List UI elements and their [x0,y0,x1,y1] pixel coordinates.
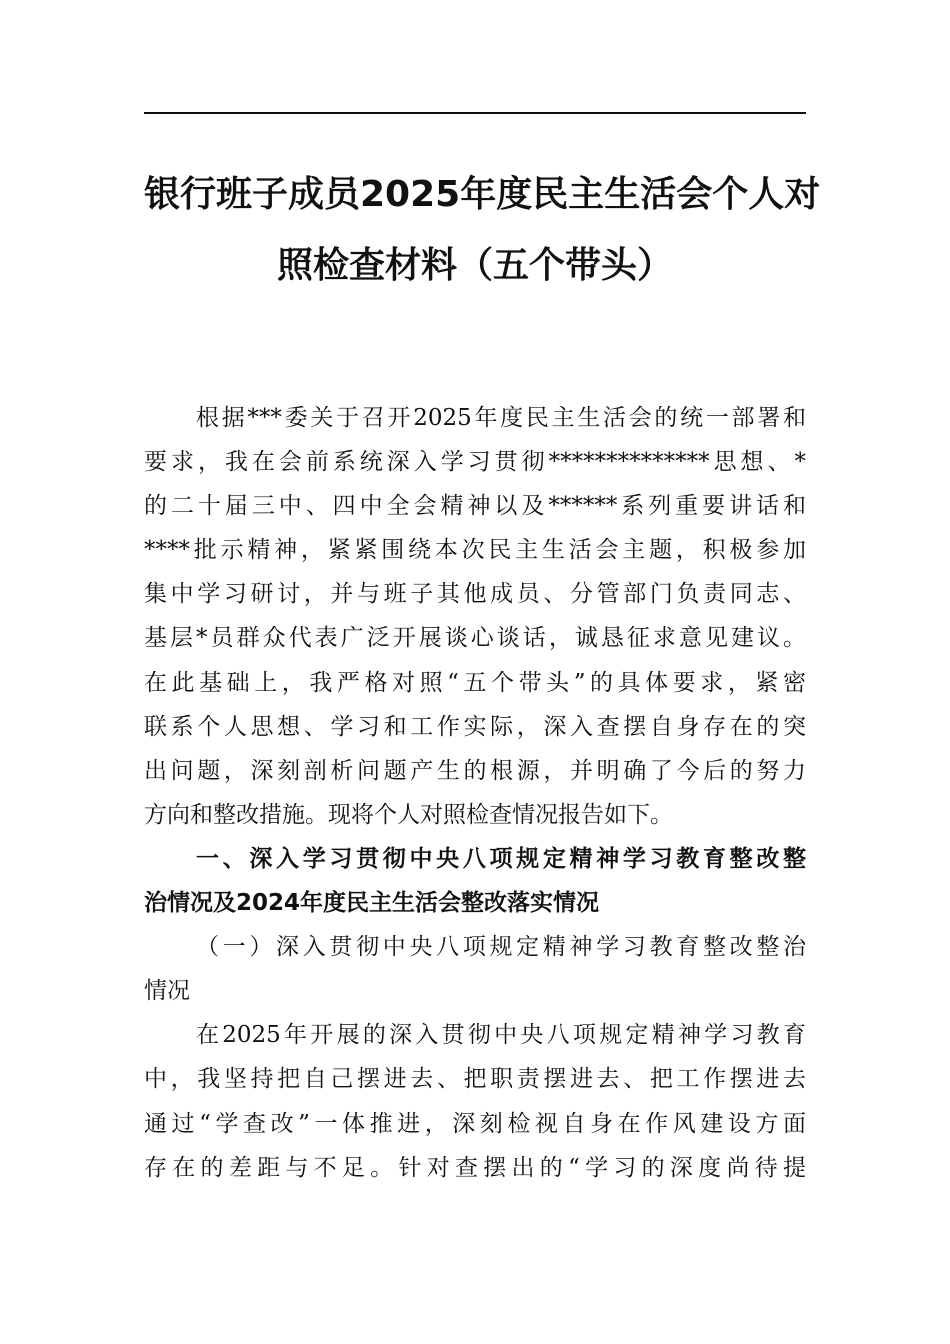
text-line: 通过“学查改”一体推进，深刻检视自身在作风建设方面 [144,1110,806,1137]
text-line: 根据***委关于召开2025年度民主生活会的统一部署和 [196,405,806,431]
document-body [144,396,806,1190]
document-title [144,170,821,291]
title-line: 银行班子成员2025年度民主生活会个人对 [144,174,821,215]
heading-line: 治情况及2024年度民主生活会整改落实情况 [144,890,600,917]
text-line: 在2025年开展的深入贯彻中央八项规定精神学习教育 [196,1022,806,1049]
text-line: 的二十届三中、四中全会精神以及******系列重要讲话和 [144,493,806,520]
header-rule [144,112,806,114]
body-paragraph [144,1013,806,1189]
section-heading-1 [144,837,806,925]
text-line: 存在的差距与不足。针对查摆出的“学习的深度尚待提 [144,1154,806,1181]
text-line: 基层*员群众代表广泛开展谈心谈话，诚恳征求意见建议。 [144,625,806,652]
text-line: 方向和整改措施。现将个人对照检查情况报告如下。 [144,801,673,828]
text-line: 中，我坚持把自己摆进去、把职责摆进去、把工作摆进去 [144,1066,806,1093]
text-line: 出问题，深刻剖析问题产生的根源，并明确了今后的努力 [144,757,806,784]
text-line: 要求，我在会前系统深入学习贯彻**************思想、* [144,449,806,476]
heading-line: 情况 [144,978,190,1005]
subsection-heading-1 [144,925,806,1013]
text-line: 在此基础上，我严格对照“五个带头”的具体要求，紧密 [144,669,806,696]
heading-line: （一）深入贯彻中央八项规定精神学习教育整改整治 [196,934,806,961]
intro-paragraph [144,396,806,837]
title-line: 照检查材料（五个带头） [276,245,673,286]
heading-line: 一、深入学习贯彻中央八项规定精神学习教育整改整 [196,845,806,872]
text-line: 集中学习研讨，并与班子其他成员、分管部门负责同志、 [144,581,806,608]
text-line: 联系个人思想、学习和工作实际，深入查摆自身存在的突 [144,713,806,740]
text-line: ****批示精神，紧紧围绕本次民主生活会主题，积极参加 [144,537,806,564]
